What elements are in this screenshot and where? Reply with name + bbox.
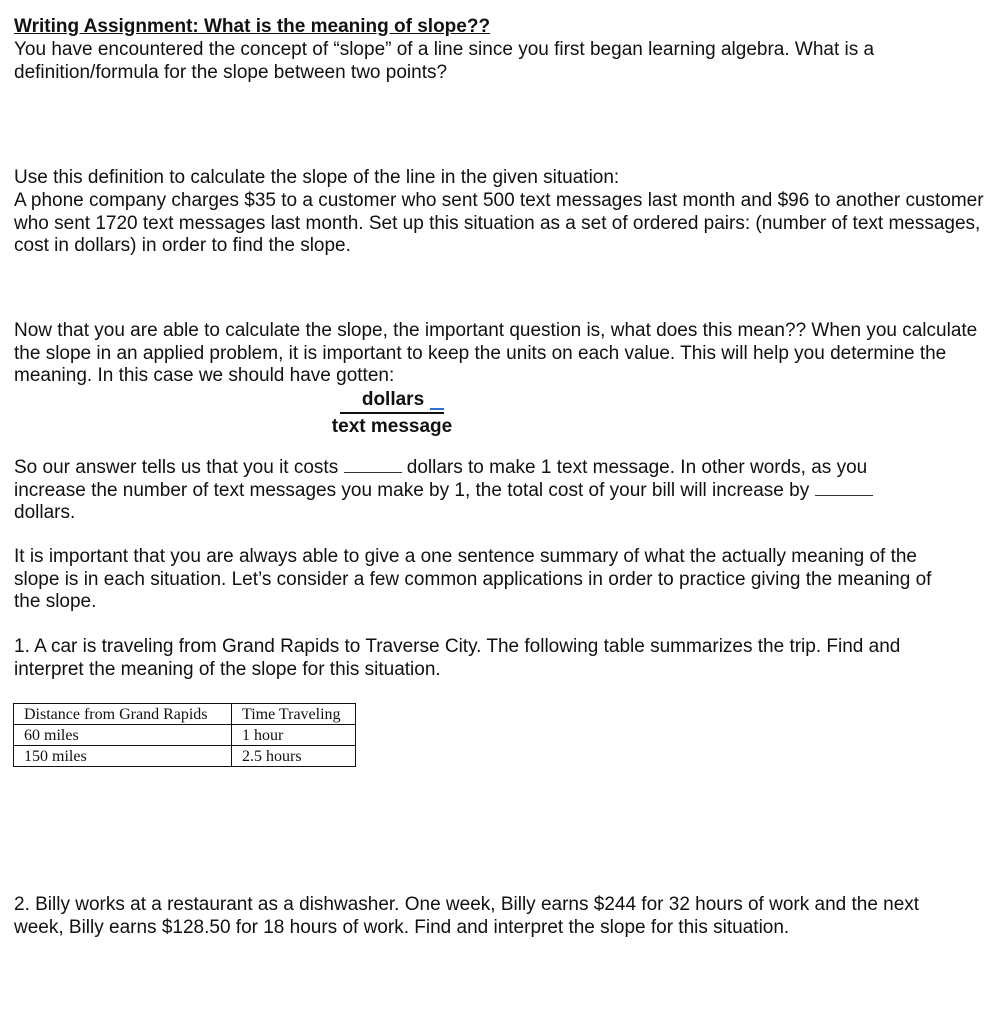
table-cell: 60 miles xyxy=(14,725,232,746)
answer-part-1: So our answer tells us that you it costs xyxy=(14,457,344,478)
summary-paragraph: It is important that you are always able to give a one sentence summary of what the actually meaning of the slope is in each situation. Let’s consider a few common applications in order to practice giving the meaning of the slope. xyxy=(14,546,932,612)
table-cell: 150 miles xyxy=(14,746,232,767)
table-row xyxy=(14,725,356,746)
table-cell: 1 hour xyxy=(232,725,356,746)
cost-blank[interactable] xyxy=(344,458,402,473)
fraction-denominator: text message xyxy=(331,415,453,437)
meaning-paragraph: Now that you are able to calculate the slope, the important question is, what does this mean?? When you calculate the slope in an applied problem, it is important to keep the units on each value. This will help you determine the meaning. In this case we should have gotten: xyxy=(14,320,978,386)
table-cell: 2.5 hours xyxy=(232,746,356,767)
question-1: 1. A car is traveling from Grand Rapids to Traverse City. The following table summarizes the trip. Find and interpret the meaning of the slope for this situation. xyxy=(14,636,901,680)
table-row xyxy=(14,746,356,767)
answer-part-2: dollars to make 1 text message. In other words, as you increase the number of text messages you make by 1, the total cost of your bill will increase by xyxy=(14,457,868,501)
intro-paragraph: You have encountered the concept of “slope” of a line since you first began learning algebra. What is a definition/formula for the slope between two points? xyxy=(14,39,875,83)
fraction-numerator xyxy=(340,389,444,414)
phone-problem-paragraph: A phone company charges $35 to a customer who sent 500 text messages last month and $96 to another customer who sent 1720 text messages last month. Set up this situation as a set of ordered pairs: (number of text messages, cost in dollars) in order to find the slope. xyxy=(14,190,984,256)
units-fraction xyxy=(328,389,456,438)
answer-part-3: dollars. xyxy=(14,502,76,523)
trip-table xyxy=(13,703,356,767)
header-time: Time Traveling xyxy=(232,704,356,725)
answer-paragraph xyxy=(14,457,929,525)
fraction-numerator-text: dollars xyxy=(361,389,425,410)
table-header-row xyxy=(14,704,356,725)
assignment-title: Writing Assignment: What is the meaning of slope?? xyxy=(14,16,491,37)
header-distance: Distance from Grand Rapids xyxy=(14,704,232,725)
use-definition-text: Use this definition to calculate the slope of the line in the given situation: xyxy=(14,167,620,188)
increase-blank[interactable] xyxy=(815,481,873,496)
fraction-line-mark xyxy=(430,408,444,410)
question-2: 2. Billy works at a restaurant as a dishwasher. One week, Billy earns $244 for 32 hours of work and the next week, Billy earns $128.50 for 18 hours of work. Find and interpret the slope for this situation. xyxy=(14,894,920,938)
